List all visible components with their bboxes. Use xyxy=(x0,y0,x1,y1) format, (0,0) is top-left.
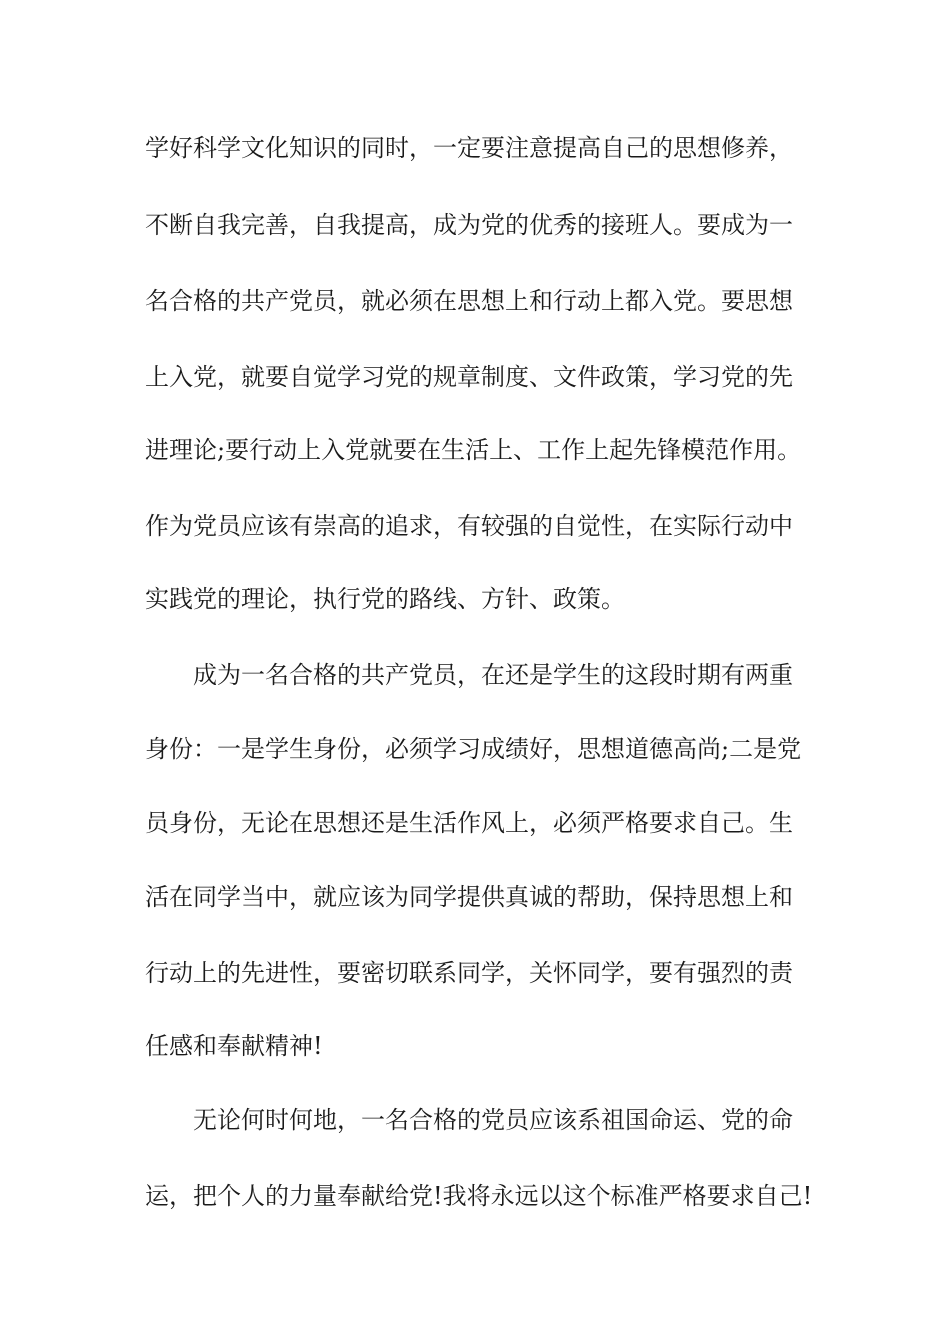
text-line: 运，把个人的力量奉献给党!我将永远以这个标准严格要求自己! xyxy=(145,1182,813,1210)
text-line: 上入党，就要自觉学习党的规章制度、文件政策，学习党的先 xyxy=(145,363,793,391)
text-line: 作为党员应该有崇高的追求，有较强的自觉性，在实际行动中 xyxy=(145,512,793,540)
text-line: 任感和奉献精神! xyxy=(145,1032,323,1060)
text-line: 实践党的理论，执行党的路线、方针、政策。 xyxy=(145,585,625,613)
text-line: 员身份，无论在思想还是生活作风上，必须严格要求自己。生 xyxy=(145,809,793,837)
text-line: 活在同学当中，就应该为同学提供真诚的帮助，保持思想上和 xyxy=(145,883,793,911)
text-line: 无论何时何地，一名合格的党员应该系祖国命运、党的命 xyxy=(193,1106,793,1134)
text-line: 不断自我完善，自我提高，成为党的优秀的接班人。要成为一 xyxy=(145,211,793,239)
text-line: 学好科学文化知识的同时，一定要注意提高自己的思想修养， xyxy=(145,134,793,162)
text-line: 名合格的共产党员，就必须在思想上和行动上都入党。要思想 xyxy=(145,287,793,315)
text-line: 行动上的先进性，要密切联系同学，关怀同学，要有强烈的责 xyxy=(145,959,793,987)
text-line: 身份：一是学生身份，必须学习成绩好，思想道德高尚;二是党 xyxy=(145,735,802,763)
text-line: 进理论;要行动上入党就要在生活上、工作上起先锋模范作用。 xyxy=(145,436,802,464)
text-line: 成为一名合格的共产党员，在还是学生的这段时期有两重 xyxy=(193,661,793,689)
